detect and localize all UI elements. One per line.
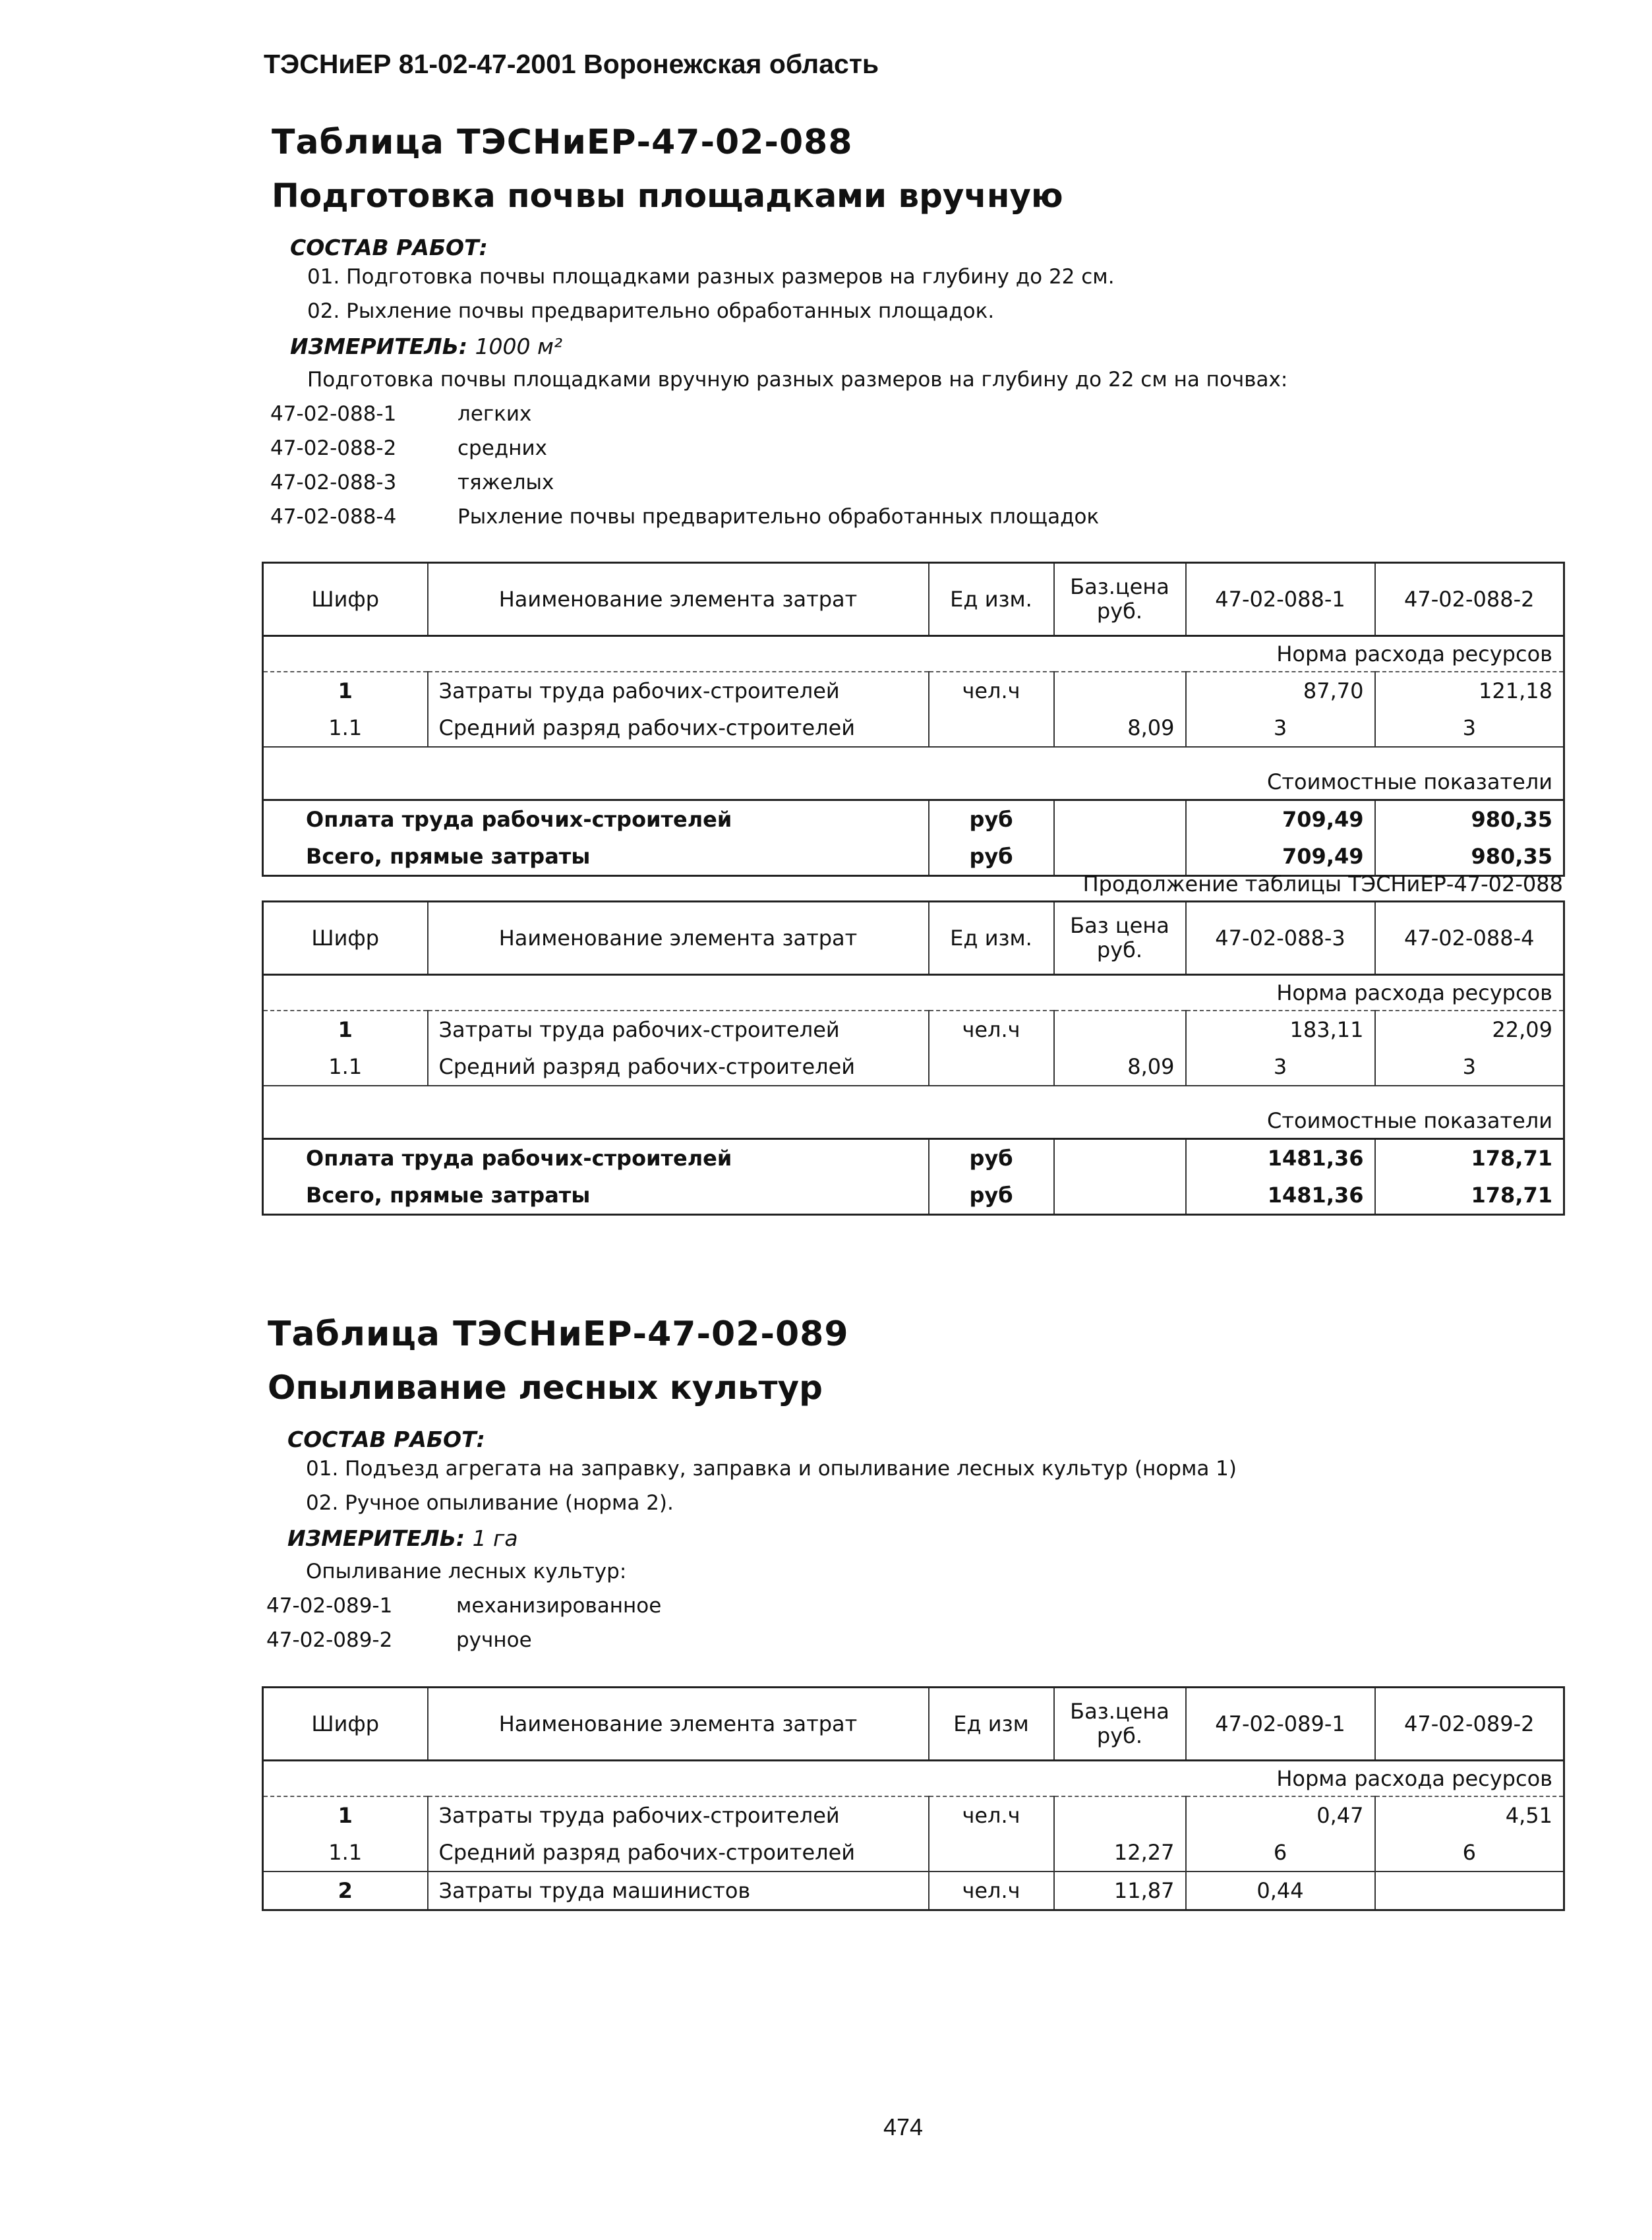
norm-section-label: Норма расхода ресурсов [263, 636, 1564, 672]
cell-name: Затраты труда машинистов [428, 1872, 929, 1910]
cell-name: Средний разряд рабочих-строителей [428, 1048, 929, 1086]
cell-unit [929, 1834, 1054, 1872]
cell-unit [929, 1048, 1054, 1086]
total-unit: руб [929, 800, 1054, 839]
resource-table-088-1-2 [262, 562, 1565, 877]
cell-price [1054, 1796, 1186, 1834]
table-row [263, 709, 1564, 747]
cell-value-1: 6 [1186, 1834, 1375, 1872]
col-header-unit: Ед изм. [929, 563, 1054, 636]
cell-cipher: 2 [263, 1872, 428, 1910]
code-number: 47-02-088-2 [270, 436, 397, 460]
cell-value-2: 121,18 [1375, 672, 1564, 709]
total-unit: руб [929, 1139, 1054, 1177]
col-header-code-1: 47-02-088-3 [1186, 902, 1375, 975]
col-header-code-1: 47-02-088-1 [1186, 563, 1375, 636]
code-intro: Опыливание лесных культур: [306, 1560, 627, 1583]
cell-cipher: 1.1 [263, 1834, 428, 1872]
measure-label-text: ИЗМЕРИТЕЛЬ: [287, 1525, 465, 1551]
total-value-1: 1481,36 [1186, 1177, 1375, 1215]
works-label: СОСТАВ РАБОТ: [290, 235, 488, 260]
total-value-2: 980,35 [1375, 800, 1564, 839]
table-row [263, 1834, 1564, 1872]
works-label: СОСТАВ РАБОТ: [287, 1427, 485, 1452]
page-number: 474 [883, 2113, 924, 2140]
cell-price: 12,27 [1054, 1834, 1186, 1872]
cell-value-1: 183,11 [1186, 1011, 1375, 1048]
cell-unit: чел.ч [929, 1872, 1054, 1910]
total-row [263, 1177, 1564, 1215]
cell-unit: чел.ч [929, 1796, 1054, 1834]
cell-price [1054, 672, 1186, 709]
cost-section-label: Стоимостные показатели [263, 765, 1564, 800]
continuation-caption: Продолжение таблицы ТЭСНиЕР-47-02-088 [1082, 871, 1563, 897]
cell-value-1: 0,44 [1186, 1872, 1375, 1910]
table-089-title: Таблица ТЭСНиЕР-47-02-089 [268, 1314, 849, 1354]
total-row [263, 838, 1564, 876]
measure-value: 1 га [472, 1525, 518, 1551]
table-row [263, 1872, 1564, 1910]
code-number: 47-02-088-3 [270, 471, 397, 494]
col-header-code-1: 47-02-089-1 [1186, 1688, 1375, 1761]
measure-label [287, 1525, 518, 1551]
code-number: 47-02-088-4 [270, 505, 397, 529]
col-header-unit: Ед изм. [929, 902, 1054, 975]
total-value-2: 980,35 [1375, 838, 1564, 876]
col-header-cipher: Шифр [263, 563, 428, 636]
cell-name: Средний разряд рабочих-строителей [428, 709, 929, 747]
col-header-price: Баз цена руб. [1054, 902, 1186, 975]
cell-price: 8,09 [1054, 1048, 1186, 1086]
measure-label-text: ИЗМЕРИТЕЛЬ: [290, 334, 468, 359]
work-item: 02. Ручное опыливание (норма 2). [306, 1491, 674, 1515]
work-item: 01. Подготовка почвы площадками разных размеров на глубину до 22 см. [307, 265, 1115, 289]
cell-cipher: 1 [263, 672, 428, 709]
cell-cipher: 1.1 [263, 709, 428, 747]
total-name: Всего, прямые затраты [263, 1177, 929, 1215]
cell-unit [929, 709, 1054, 747]
measure-label [290, 334, 562, 359]
total-price [1054, 838, 1186, 876]
cell-price: 11,87 [1054, 1872, 1186, 1910]
total-price [1054, 800, 1186, 839]
cell-name: Затраты труда рабочих-строителей [428, 1011, 929, 1048]
total-value-1: 1481,36 [1186, 1139, 1375, 1177]
total-row [263, 800, 1564, 839]
total-price [1054, 1177, 1186, 1215]
table-row [263, 672, 1564, 709]
code-intro: Подготовка почвы площадками вручную разных размеров на глубину до 22 см на почвах: [307, 368, 1288, 392]
resource-table-088-3-4 [262, 900, 1565, 1216]
cell-cipher: 1 [263, 1796, 428, 1834]
col-header-name: Наименование элемента затрат [428, 563, 929, 636]
code-number: 47-02-088-1 [270, 402, 397, 426]
table-088-title: Таблица ТЭСНиЕР-47-02-088 [272, 123, 853, 162]
table-089-subtitle: Опыливание лесных культур [268, 1369, 823, 1407]
cell-name: Затраты труда рабочих-строителей [428, 672, 929, 709]
table-row [263, 1796, 1564, 1834]
cell-unit: чел.ч [929, 1011, 1054, 1048]
col-header-unit: Ед изм [929, 1688, 1054, 1761]
code-name: легких [457, 402, 532, 426]
code-number: 47-02-089-2 [266, 1628, 393, 1652]
col-header-code-2: 47-02-088-4 [1375, 902, 1564, 975]
total-value-2: 178,71 [1375, 1177, 1564, 1215]
work-item: 01. Подъезд агрегата на заправку, заправка и опыливание лесных культур (норма 1) [306, 1457, 1237, 1481]
total-name: Всего, прямые затраты [263, 838, 929, 876]
col-header-cipher: Шифр [263, 1688, 428, 1761]
cell-value-2: 22,09 [1375, 1011, 1564, 1048]
col-header-name: Наименование элемента затрат [428, 1688, 929, 1761]
cell-value-2: 3 [1375, 1048, 1564, 1086]
work-item: 02. Рыхление почвы предварительно обработанных площадок. [307, 299, 995, 323]
code-number: 47-02-089-1 [266, 1594, 393, 1618]
col-header-name: Наименование элемента затрат [428, 902, 929, 975]
total-price [1054, 1139, 1186, 1177]
cell-value-1: 87,70 [1186, 672, 1375, 709]
cell-name: Средний разряд рабочих-строителей [428, 1834, 929, 1872]
col-header-code-2: 47-02-089-2 [1375, 1688, 1564, 1761]
code-name: средних [457, 436, 547, 460]
code-name: ручное [456, 1628, 532, 1652]
code-name: Рыхление почвы предварительно обработанных площадок [457, 505, 1100, 529]
code-name: механизированное [456, 1594, 662, 1618]
measure-value: 1000 м² [475, 334, 563, 359]
total-value-1: 709,49 [1186, 800, 1375, 839]
norm-section-label: Норма расхода ресурсов [263, 1761, 1564, 1797]
total-unit: руб [929, 1177, 1054, 1215]
cell-value-2 [1375, 1872, 1564, 1910]
cell-cipher: 1.1 [263, 1048, 428, 1086]
table-row [263, 1011, 1564, 1048]
resource-table-089 [262, 1686, 1565, 1911]
running-header: ТЭСНиЕР 81-02-47-2001 Воронежская область [264, 49, 879, 79]
cell-value-2: 6 [1375, 1834, 1564, 1872]
norm-section-label: Норма расхода ресурсов [263, 975, 1564, 1011]
cell-unit: чел.ч [929, 672, 1054, 709]
col-header-cipher: Шифр [263, 902, 428, 975]
cell-value-1: 3 [1186, 1048, 1375, 1086]
cell-value-2: 4,51 [1375, 1796, 1564, 1834]
total-row [263, 1139, 1564, 1177]
cell-value-2: 3 [1375, 709, 1564, 747]
total-name: Оплата труда рабочих-строителей [263, 800, 929, 839]
cell-value-1: 0,47 [1186, 1796, 1375, 1834]
cell-price [1054, 1011, 1186, 1048]
cell-price: 8,09 [1054, 709, 1186, 747]
cost-section-label: Стоимостные показатели [263, 1104, 1564, 1139]
col-header-price: Баз.цена руб. [1054, 1688, 1186, 1761]
cell-name: Затраты труда рабочих-строителей [428, 1796, 929, 1834]
col-header-price: Баз.цена руб. [1054, 563, 1186, 636]
table-088-subtitle: Подготовка почвы площадками вручную [272, 177, 1063, 215]
total-value-1: 709,49 [1186, 838, 1375, 876]
col-header-code-2: 47-02-088-2 [1375, 563, 1564, 636]
table-row [263, 1048, 1564, 1086]
code-name: тяжелых [457, 471, 554, 494]
total-unit: руб [929, 838, 1054, 876]
cell-value-1: 3 [1186, 709, 1375, 747]
total-value-2: 178,71 [1375, 1139, 1564, 1177]
total-name: Оплата труда рабочих-строителей [263, 1139, 929, 1177]
cell-cipher: 1 [263, 1011, 428, 1048]
